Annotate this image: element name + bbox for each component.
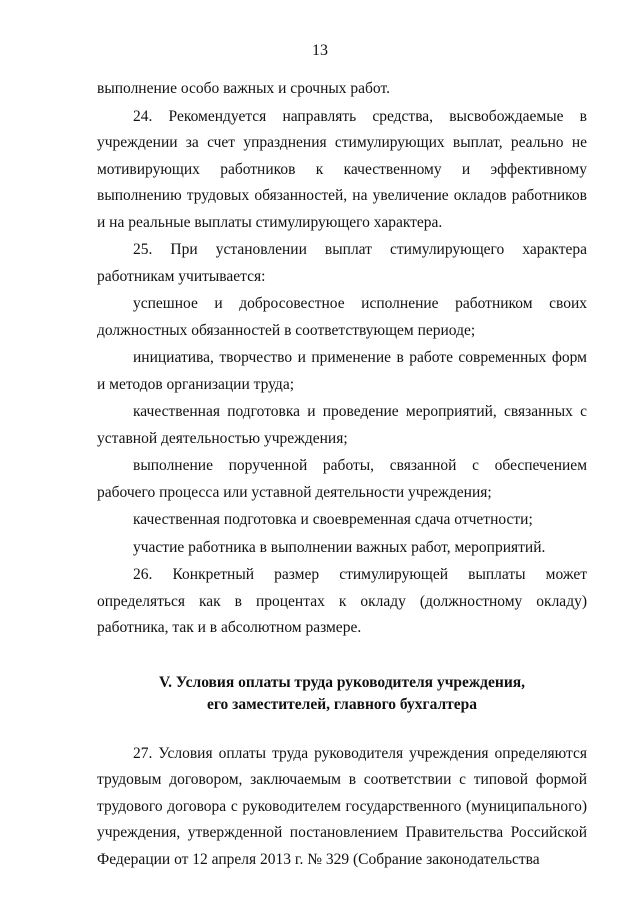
paragraph-25: 25. При установлении выплат стимулирующего характера работникам учитывается: [97,241,587,285]
section-heading-line-1: V. Условия оплаты труда руководителя учреждения, [158,673,526,691]
paragraph-27: 27. Условия оплаты труда руководителя учреждения определяются трудовым договором, заключаемым в соответствии с типовой формой трудового договора с руководителем государственного (муниципального) учреждения, утвержденной постановлением Правительства Российской Федерации от 12 апреля 2013 г. № 329 (Собрание законодательства [97,744,587,868]
list-item-initiative: инициатива, творчество и применение в работе современных форм и методов организации труда; [97,349,587,393]
paragraph-24: 24. Рекомендуется направлять средства, высвобождаемые в учреждении за счет упразднения стимулирующих выплат, реально не мотивирующих работников к качественному и эффективному выполнению трудовых обязанностей, на увеличение окладов работников и на реальные выплаты стимулирующего характера. [97,107,587,231]
list-item-reporting: качественная подготовка и своевременная сдача отчетности; [133,511,533,528]
list-item-assigned-work: выполнение порученной работы, связанной с обеспечением рабочего процесса или уставной деятельности учреждения; [97,457,587,501]
page-number: 13 [312,42,328,59]
section-heading [97,672,587,716]
paragraph-26: 26. Конкретный размер стимулирующей выплаты может определяться как в процентах к окладу (должностному окладу) работника, так и в абсолютном размере. [97,566,587,636]
list-item-success: успешное и добросовестное исполнение работником своих должностных обязанностей в соответствующем периоде; [97,295,587,339]
section-heading-line-2: его заместителей, главного бухгалтера [206,695,478,713]
paragraph-continuation: выполнение особо важных и срочных работ. [97,80,390,97]
list-item-participation: участие работника в выполнении важных работ, мероприятий. [133,538,546,556]
document-body [97,76,587,873]
list-item-events: качественная подготовка и проведение мероприятий, связанных с уставной деятельностью учреждения; [97,403,587,447]
